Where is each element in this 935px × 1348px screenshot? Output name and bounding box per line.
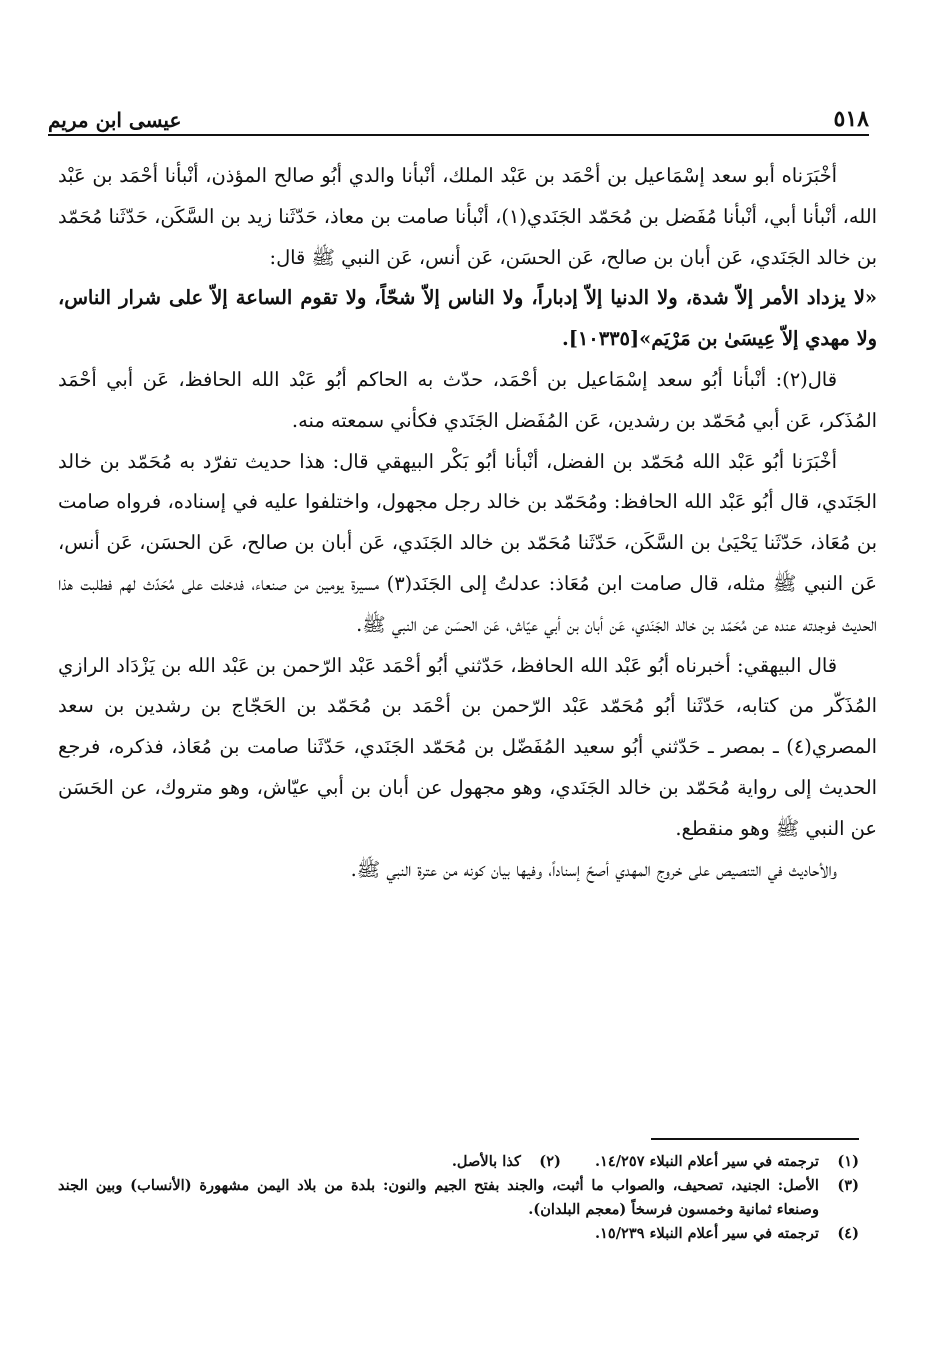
paragraph-3: قال(٢): أنْبأنا أبُو سعد إسْمَاعيل بن أحْمَد، حدّث به الحاكم أبُو عَبْد الله الحافظ، عَن أبي أحْمَد المُذَكر، عَن أبي مُحَمّد بن رشدين، عَن المُفَضل الجَنَدي فكأني سمعته منه.: [58, 367, 877, 432]
footnote-2: [452, 1150, 561, 1174]
page-number: ٥١٨: [833, 106, 869, 132]
footnote-number: (١): [837, 1153, 859, 1170]
paragraph-1: أخْبَرَناه أبو سعد إسْمَاعيل بن أحْمَد بن عَبْد الملك، أنْبأنا والدي أبُو صالح المؤذن، أنْبأنا أحْمَد بن عَبْد الله، أنْبأنا أبي، أنْبأنا مُفَضل بن مُحَمّد الجَنَدي(١)، أنْبأنا صامت بن معاذ، حَدّثَنا زيد بن السَّكَن، حَدّثَنا مُحَمّد بن خالد الجَنَدي، عَن أبان بن صالح، عَن الحسَن، عَن أنس، عَن النبي ﷺ قال:: [58, 164, 877, 269]
hadith-quote: «لا يزداد الأمر إلاّ شدة، ولا الدنيا إلاّ إدباراً، ولا الناس إلاّ شحّاً، ولا تقوم الساعة إلاّ على شرار الناس، ولا مهدي إلاّ عِيسَىٰ بن مَرْيَم»[١٠٣٣٥].: [58, 286, 877, 351]
running-title: عيسى ابن مريم: [48, 108, 182, 132]
footnote-rule: [651, 1138, 859, 1140]
header-rule: [48, 134, 869, 136]
footnote-3: [58, 1174, 859, 1222]
footnote-number: (٢): [539, 1153, 561, 1170]
paragraph-6: والأحاديث في التنصيص على خروج المهدي أصحّ إسناداً، وفيها بيان كونه من عترة النبي ﷺ.: [350, 857, 837, 881]
paragraph-5: قال البيهقي: أخبرناه أبُو عَبْد الله الحافظ، حَدّثني أبُو أحْمَد عَبْد الرّحمن بن عَبْد الله بن يَزْدَاد الرازي المُذَكّر من كتابه، حَدّثَنا أبُو مُحَمّد عَبْد الرّحمن بن أحْمَد بن مُحَمّد بن الحَجّاج بن رشدين بن سعد المصري(٤) ـ بمصر ـ حَدّثني أبُو سعيد المُفَضّل بن مُحَمّد الجَنَدي، حَدّثَنا صامت بن مُعَاذ، فذكره، فرجع الحديث إلى رواية مُحَمّد بن خالد الجَنَدي، وهو مجهول عن أبان بن أبي عيّاش، وهو متروك، عن الحَسَن عن النبي ﷺ وهو منقطع.: [58, 653, 877, 840]
footnote-number: (٣): [837, 1177, 859, 1194]
running-header: [48, 92, 869, 132]
paragraph-4: أخْبَرَنا أبُو عَبْد الله مُحَمّد بن الفضل، أنْبأنا أبُو بَكْر البيهقي قال: هذا حديث تفرّد به مُحَمّد بن خالد الجَنَدي، قال أبُو عَبْد الله الحافظ: ومُحَمّد بن خالد رجل مجهول، واختلفوا عليه في إسناده، فرواه صامت بن مُعَاذ، حَدّثَنا يَحْيَىٰ بن السَّكَن، حَدّثَنا مُحَمّد بن خالد الجَنَدي، عَن أبان بن صالح، عَن الحسَن، عَن أنس، عَن النبي ﷺ مثله، قال صامت ابن مُعَاذ: عدلتُ إلى الجَنَد(٣) مسيرة يومين من صنعاء، فدخلت على مُحَدّث لهم فطلبت هذا الحديث فوجدته عنده عن مُحَمّد بن خالد الجَنَدي، عَن أبان بن أبي عيّاش، عَن الحسَن عن النبي ﷺ.: [58, 449, 878, 636]
footnote-text: ترجمته في سير أعلام النبلاء ١٥/٢٣٩.: [594, 1225, 819, 1242]
footnote-text: كذا بالأصل.: [451, 1153, 521, 1170]
main-text: [58, 156, 877, 890]
footnote-4: [58, 1222, 859, 1246]
footnote-1: [595, 1150, 859, 1174]
footnote-text: الأصل: الجنيد، تصحيف، والصواب ما أثبت، والجند بفتح الجيم والنون: بلدة من بلاد اليمن مشهورة (الأنساب) وبين الجند وصنعاء ثمانية وخمسون فرسخاً (معجم البلدان).: [58, 1177, 819, 1218]
footnotes: [58, 1150, 859, 1246]
footnote-number: (٤): [837, 1225, 859, 1242]
footnote-row: [58, 1150, 859, 1174]
footnote-text: ترجمته في سير أعلام النبلاء ١٤/٢٥٧.: [594, 1153, 819, 1170]
